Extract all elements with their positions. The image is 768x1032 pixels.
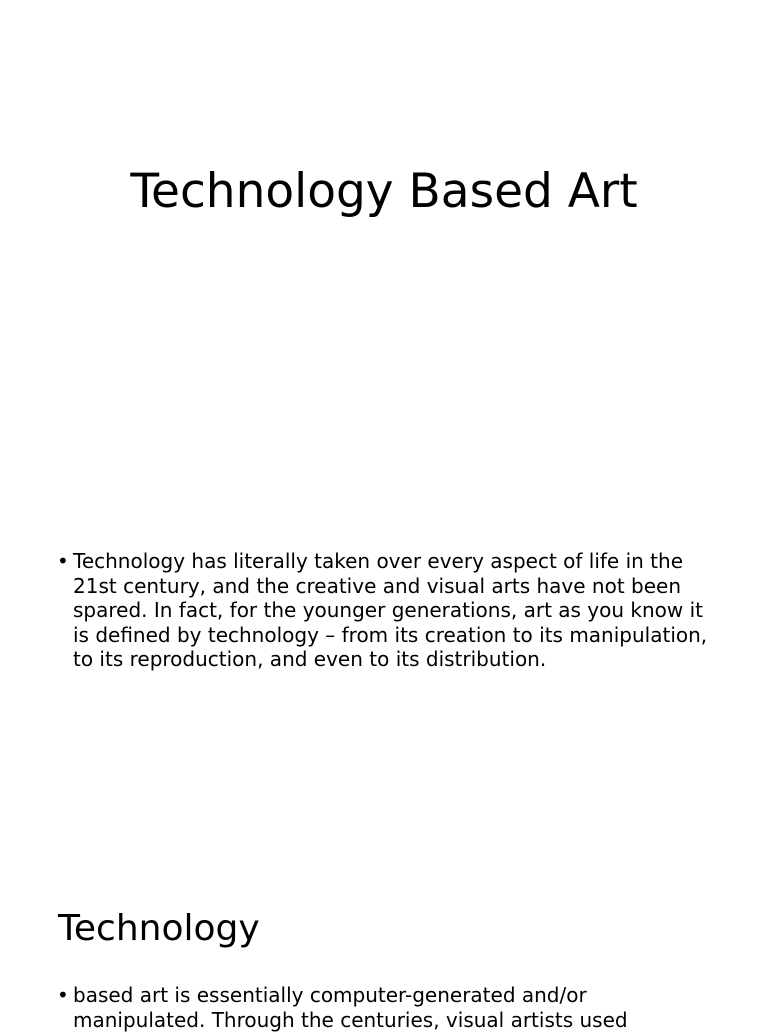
bullet-text: Technology has literally taken over every aspect of life in the 21st century, and the creative and visual arts have not been spared. In fact, for the younger generations, art as you know it is defined by technology – from its creation to its manipulation, to its reproduction, and even to its distribution.: [73, 549, 708, 671]
section-heading: Technology: [58, 908, 260, 949]
bullet-list: [57, 549, 717, 672]
bullet-text: based art is essentially computer-generated and/or manipulated. Through the centuries, visual artists used: [73, 983, 628, 1032]
bullet-icon: •: [57, 549, 69, 573]
list-item: [57, 549, 717, 672]
slide-title: Technology Based Art: [130, 164, 638, 219]
bullet-list: [57, 983, 717, 1032]
bullet-icon: •: [57, 983, 69, 1007]
list-item: [57, 983, 717, 1032]
